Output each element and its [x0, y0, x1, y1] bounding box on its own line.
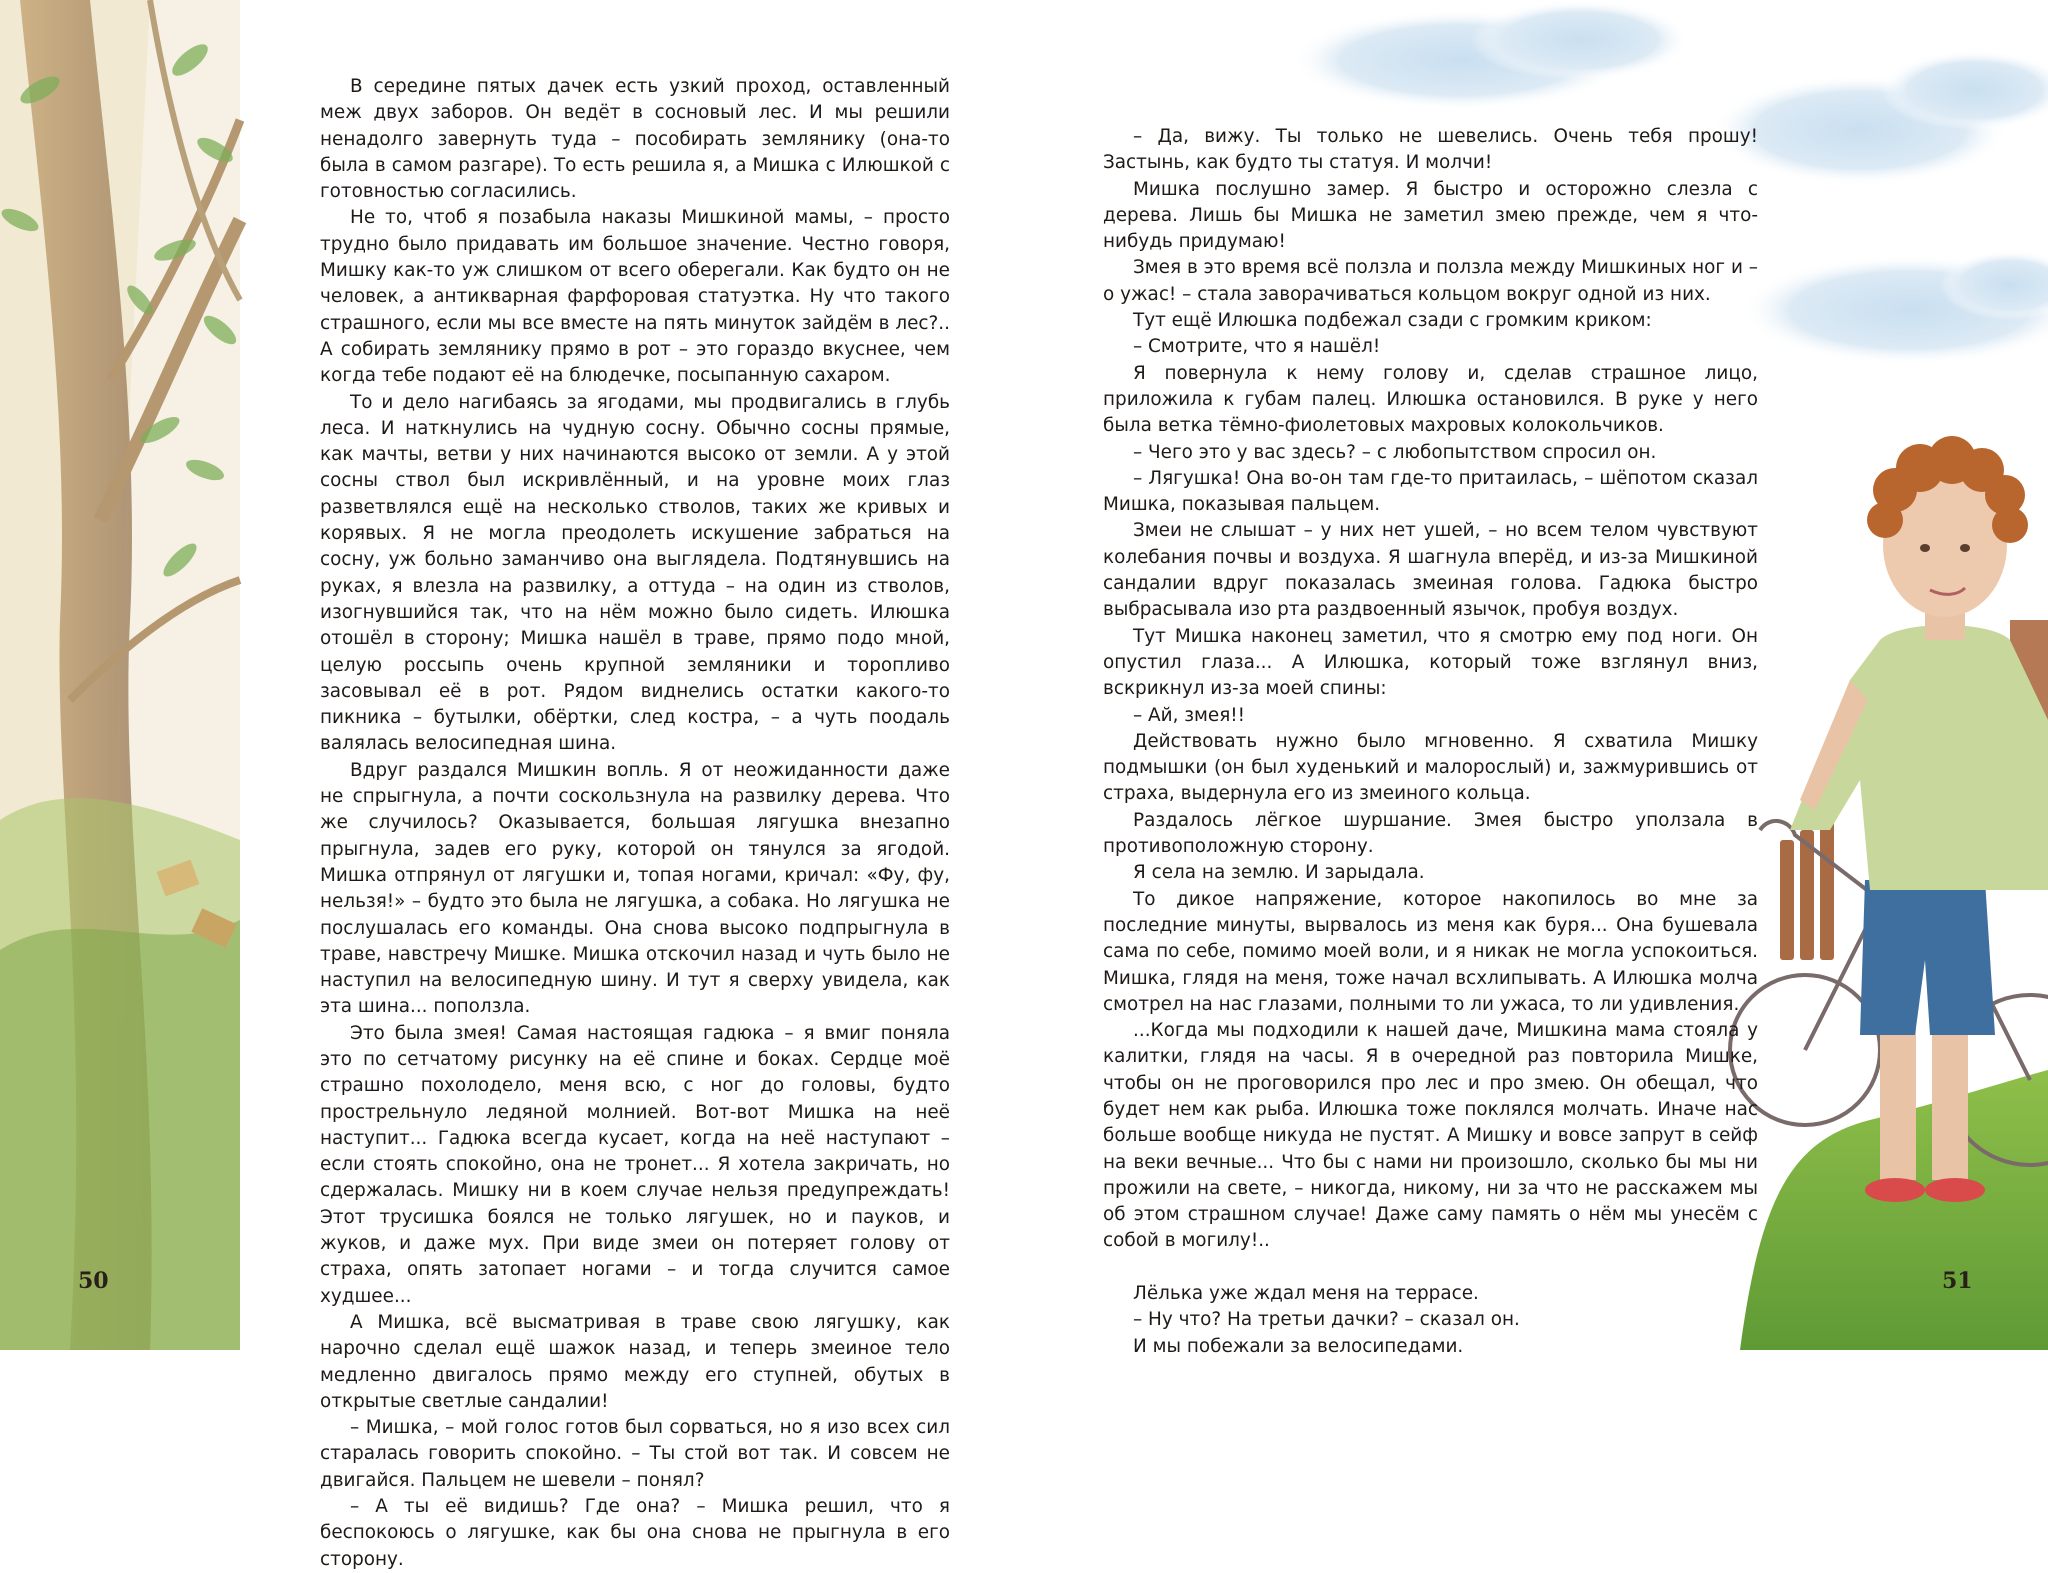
paragraph: Я села на землю. И зарыдала.: [1133, 862, 1425, 884]
paragraph: Действовать нужно было мгновенно. Я схватила Мишку подмышки (он был худенький и малорослый) и, зажмурившись от страха, выдернула его из змеиного кольца.: [1103, 730, 1758, 805]
left-page-text: [320, 74, 950, 1573]
paragraph: То дикое напряжение, которое накопилось во мне за последние минуты, вырвалось из меня как буря... Она бушевала сама по себе, помимо моей воли, и я никак не могла успокоиться. Мишка, глядя на меня, тоже начал всхлипывать. А Илюшка молча смотрел на нас глазами, полными то ли ужаса, то ли удивления.: [1103, 888, 1758, 1015]
paragraph: Не то, чтоб я позабыла наказы Мишкиной мамы, – просто трудно было придавать им большое значение. Честно говоря, Мишку как-то уж слишком от всего оберегали. Как будто он не человек, а антикварная фарфоровая статуэтка. Ну что такого страшного, если мы все вместе на пять минуток зайдём в лес?.. А собирать землянику прямо в рот – это гораздо вкуснее, чем когда тебе подают её на блюдечке, посыпанную сахаром.: [320, 207, 950, 387]
paragraph: Лёлька уже ждал меня на террасе.: [1133, 1283, 1479, 1305]
paragraph: Змеи не слышат – у них нет ушей, – но всем телом чувствуют колебания почвы и воздуха. Я шагнула вперёд, и из-за Мишкиной сандалии вдруг показалась змеиная голова. Гадюка быстро выбрасывала изо рта раздвоенный язычок, пробуя воздух.: [1103, 520, 1758, 621]
page-number-left: 50: [78, 1268, 109, 1294]
paragraph: – Чего это у вас здесь? – с любопытством спросил он.: [1133, 441, 1657, 463]
page-number-right: 51: [1942, 1268, 1973, 1294]
paragraph: – Да, вижу. Ты только не шевелись. Очень тебя прошу! Застынь, как будто ты статуя. И молчи!: [1103, 126, 1758, 174]
paragraph: – Лягушка! Она во-он там где-то притаилась, – шёпотом сказал Мишка, показывая пальцем.: [1103, 467, 1758, 516]
paragraph: – А ты её видишь? Где она? – Мишка решил, что я беспокоюсь о лягушке, как бы она снова не прыгнула в его сторону.: [320, 1496, 950, 1570]
paragraph: Вдруг раздался Мишкин вопль. Я от неожиданности даже не спрыгнула, а почти соскользнула на развилку дерева. Что же случилось? Оказывается, большая лягушка внезапно прыгнула, задев его руку, которой он тянулся за ягодой. Мишка отпрянул от лягушки и, топая ногами, кричал: «Фу, фу, нельзя!» – будто это была не лягушка, а собака. Но лягушка не послушалась его команды. Она снова высоко подпрыгнула в траве, навстречу Мишке. Мишка отскочил назад и чуть было не наступил на велосипедную шину. И тут я сверху увидела, как эта шина... поползла.: [320, 759, 950, 1018]
paragraph: И мы побежали за велосипедами.: [1133, 1335, 1464, 1357]
tree-illustration: [0, 0, 240, 1350]
paragraph: А Мишка, всё высматривая в траве свою лягушку, как нарочно сделал ещё шажок назад, и теперь змеиное тело медленно двигалось прямо между его ступней, обутых в открытые светлые сандалии!: [320, 1311, 950, 1412]
paragraph: В середине пятых дачек есть узкий проход, оставленный меж двух заборов. Он ведёт в сосновый лес. И мы решили ненадолго завернуть туда – пособирать землянику (она-то была в самом разгаре). То есть решила я, а Мишка с Илюшкой с готовностью согласились.: [320, 76, 950, 203]
paragraph: Мишка послушно замер. Я быстро и осторожно слезла с дерева. Лишь бы Мишка не заметил змею прежде, чем я что-нибудь придумаю!: [1103, 178, 1758, 253]
paragraph: – Ну что? На третьи дачки? – сказал он.: [1133, 1309, 1520, 1331]
blank-line: [1103, 1255, 1758, 1281]
paragraph: Змея в это время всё ползла и ползла между Мишкиных ног и – о ужас! – стала заворачиваться кольцом вокруг одной из них.: [1103, 257, 1758, 305]
right-page-text: [1103, 124, 1758, 1360]
paragraph: – Мишка, – мой голос готов был сорваться, но я изо всех сил старалась говорить спокойно. – Ты стой вот так. И совсем не двигайся. Пальцем не шевели – понял?: [320, 1417, 950, 1491]
paragraph: ...Когда мы подходили к нашей даче, Мишкина мама стояла у калитки, глядя на часы. Я в очередной раз повторила Мишке, чтобы он не проговорился про лес и про змею. Он обещал, что будет нем как рыба. Илюшка тоже поклялся молчать. Иначе нас больше вообще никуда не пустят. А Мишку и вовсе запрут в сейф на веки вечные... Что бы с нами ни произошло, сколько бы мы ни прожили на свете, – никогда, никому, ни за что не расскажем мы об этом страшном случае! Даже саму память о нём мы унесём с собой в могилу!..: [1103, 1020, 1758, 1252]
paragraph: Тут Мишка наконец заметил, что я смотрю ему под ноги. Он опустил глаза... А Илюшка, который тоже взглянул вниз, вскрикнул из-за моей спины:: [1103, 625, 1758, 700]
paragraph: Тут ещё Илюшка подбежал сзади с громким криком:: [1133, 310, 1652, 332]
paragraph: Это была змея! Самая настоящая гадюка – я вмиг поняла это по сетчатому рисунку на её спине и боках. Сердце моё страшно похолодело, меня всю, с ног до головы, будто прострельнуло ледяной молнией. Вот-вот Мишка на неё наступит... Гадюка всегда кусает, когда на неё наступают – если стоять спокойно, она не тронет... Я хотела закричать, но сдержалась. Мишку ни в коем случае нельзя предупреждать! Этот трусишка боялся не только лягушек, но и пауков, и жуков, и даже мух. При виде змеи он потеряет голову от страха, опять затопает ногами – и тогда случится самое худшее...: [320, 1022, 950, 1307]
paragraph: Я повернула к нему голову и, сделав страшное лицо, приложила к губам палец. Илюшка остановился. В руке у него была ветка тёмно-фиолетовых махровых колокольчиков.: [1103, 362, 1758, 437]
paragraph: – Смотрите, что я нашёл!: [1133, 336, 1381, 358]
paragraph: Раздалось лёгкое шуршание. Змея быстро уползала в противоположную сторону.: [1103, 809, 1758, 858]
paragraph: То и дело нагибаясь за ягодами, мы продвигались в глубь леса. И наткнулись на чудную сосну. Обычно сосны прямые, как мачты, ветви у них начинаются высоко от земли. А у этой сосны ствол был искривлённый, и на уровне моих глаз разветвлялся ещё на несколько стволов, таких же кривых и корявых. Я не могла преодолеть искушение забраться на сосну, уж больно заманчиво она выглядела. Подтянувшись на руках, я влезла на развилку, а оттуда – на один из стволов, изогнувшийся так, что на нём можно было сидеть. Илюшка отошёл в сторону; Мишка нашёл в траве, прямо подо мной, целую россыпь очень крупной земляники и торопливо засовывал её в рот. Рядом виднелись остатки какого-то пикника – бутылки, обёртки, след костра, – а чуть поодаль валялась велосипедная шина.: [320, 391, 950, 755]
paragraph: – Ай, змея!!: [1133, 704, 1246, 726]
